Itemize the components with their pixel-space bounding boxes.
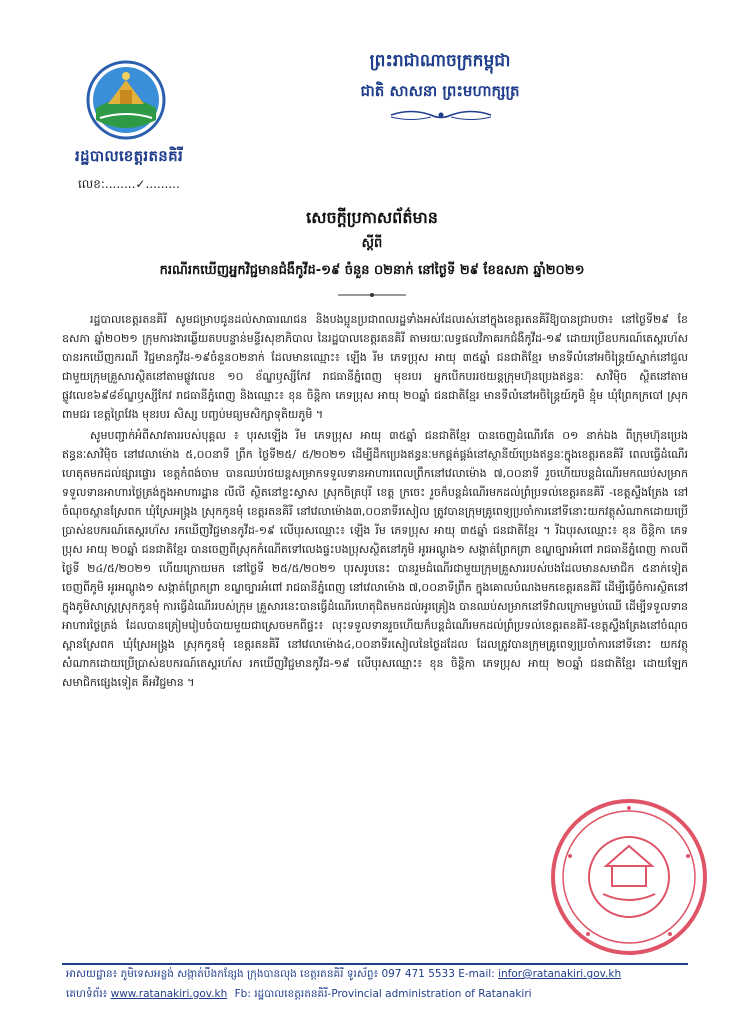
reference-number: លេខ:........✓......... bbox=[78, 177, 180, 191]
kingdom-heading: ព្រះរាជាណាចក្រកម្ពុជា bbox=[369, 51, 511, 71]
national-motto: ជាតិ សាសនា ព្រះមហាក្សត្រ bbox=[360, 82, 520, 100]
ornament-divider-icon bbox=[386, 108, 496, 122]
footer-website-label: គេហទំព័រ៖ bbox=[66, 988, 108, 1000]
footer-facebook: Fb: រដ្ឋបាលខេត្តរតនគិរី-Provincial administration of Ratanakiri bbox=[234, 988, 532, 1000]
footer-address: អាសយដ្ឋាន៖ ភូមិទេសអន្លង់ សង្កាត់បឹងកន្សែង ក្រុងបានលុង ខេត្តរតនគិរី ទូរស័ព្ទ៖ 097 471 5533 E-mail: bbox=[66, 968, 495, 980]
footer-email-link[interactable]: infor@ratanakiri.gov.kh bbox=[498, 968, 622, 980]
title-divider-icon bbox=[336, 290, 408, 300]
provincial-emblem-icon bbox=[86, 60, 166, 140]
footer-website-link[interactable]: www.ratanakiri.gov.kh bbox=[110, 988, 228, 1000]
body-paragraph: រដ្ឋបាលខេត្តរតនគិរី សូមជម្រាបជូនដល់សាធារណជន និងបងប្អូនប្រជាពលរដ្ឋទាំងអស់ដែលរស់នៅក្នុងខេត្តរតនគិរីឱ្យបានជ្រាបថា៖ នៅថ្ងៃទី២៩ ខែឧសភា ឆ្នាំ២០២១ ក្រុមការងារឆ្លើយតបបន្ទាន់មន្ទីរសុខាភិបាល នៃរដ្ឋបាលខេត្តរតនគិរី តាមរយៈលទ្ធផលវិភាគរកជំងឺកូវីដ-១៩ ដោយប្រើឧបករណ៍តេស្តរហ័សបានរកឃើញករណី វិជ្ជមានកូវីដ-១៩ចំនួន០២នាក់ ដែលមានឈ្មោះ៖ ឡើង រីម ភេទប្រុស អាយុ ៣៥ឆ្នាំ ជនជាតិខ្មែរ មានទីលំនៅអចិន្ត្រៃយ៍ស្នាក់នៅជួលជាមួយក្រុមគ្រួសារស្ថិតនៅតាមផ្លូវលេខ ១០ ខ័ណ្ឌឫស្សីកែវ រាជធានីភ្នំពេញ មុខរបរ អ្នកបើកបររថយន្តក្រុមហ៊ុនប្រេងឥន្ធនៈ សាវិម៉ិច ស្ថិតនៅតាមផ្លូវលេខ៦៩៨ខ័ណ្ឌឫស្សីកែវ រាជធានីភ្នំពេញ និងឈ្មោះ៖ ខុន ចិន្តិកា ភេទប្រុស អាយុ ២០ឆ្នាំ ជនជាតិខ្មែរ មានទីលំនៅអចិន្ត្រៃយ៍ភូមិ ខ្មុំម ឃុំព្រែកក្របៅ ស្រុកពាមជរ ខេត្តព្រៃវែង មុខរបរ សិស្ស បញ្ចប់មធ្យមសិក្សាទុតិយភូមិ ។ bbox=[62, 313, 688, 421]
footer-web-line bbox=[66, 988, 686, 1003]
official-seal-icon bbox=[548, 796, 710, 958]
footer-divider bbox=[62, 963, 688, 965]
organization-name: រដ្ឋបាលខេត្តរតនគិរី bbox=[74, 147, 184, 165]
body-paragraph: សូមបញ្ជាក់អំពីសាវតាររបស់បុគ្គល ៖ បុរសឡើង រីម ភេទប្រុស អាយុ ៣៥ឆ្នាំ ជនជាតិខ្មែរ បានចេញដំណើរតែ ០១ នាក់ឯង ពីក្រុមហ៊ុនប្រេងឥន្ធនៈសាវិម៉ិច នៅវេលាម៉ោង ៥,០០នាទី ព្រឹក ថ្ងៃទី២៥/ ៥/២០២១ ដើម្បីដឹកប្រេងឥន្ធនៈមកផ្គត់ផ្គង់នៅស្ថានីយ៍ប្រេងឥន្ធនៈក្នុងខេត្តរតនគិរី ពេលធ្វើដំណើរហេតុតមកដល់ផ្សារផ្ទោរ ខេត្តកំពង់ចាម បានឈប់រថយន្តសម្រាកទទួលទានអាហារពេលព្រឹកនៅវេលាម៉ោង ៧,០០នាទី រួចហើយបន្តដំណើរមកឈប់សម្រាកទទួលទានអាហារថ្ងៃត្រង់ក្នុងអាហារដ្ឋាន លីលី ស្ថិតនៅខ្ទះស្វាស ស្រុកចិត្របុរី ខេត្ត ក្រចេះ រួចក៏បន្តដំណើរមកដល់ព្រំប្រទល់ខេត្តរតនគិរី -ខេត្តស្ទឹងត្រែង នៅចំណុចស្ពានស្រែពក ឃុំស្រែអង្រ្កង ស្រុកកូនមុំ ខេត្តរតនគិរី នៅវេលាម៉ោង៣,០០នាទីរសៀល ត្រូវបានក្រុមគ្រូពេទ្យប្រចាំការនៅទីនោះយកវត្ថុសំណាកដោយប្រើប្រាស់ឧបករណ៍តេស្តរហ័ស រកឃើញវិជ្ជមានកូវីដ-១៩ លើបុរសឈ្មោះ៖ ឡើង រីម ភេទប្រុស អាយុ ៣៥ឆ្នាំ ជនជាតិខ្មែរ ។ រីឯបុរសឈ្មោះ៖ ខុន ចិន្តិកា ភេទប្រុស អាយុ ២០ឆ្នាំ ជនជាតិខ្មែរ បានចេញពីស្រុកកំណើតទៅលេងផ្ទះបងប្រុសស្ថិតនៅភូមិ អូរអណ្តូង១ សង្កាត់ព្រែកព្រា ខណ្ឌច្បារអំពៅ រាជធានីភ្នំពេញ កាលពីថ្ងៃទី ២៤/៥/២០២១ ហើយក្រោយមក នៅថ្ងៃទី ២៥/៥/២០២១ បុរសរូបនេះ បានរួមដំណើរជាមួយក្រុមគ្រួសាររបស់បងដែលមានសមាជិក ៥នាក់ទៀត ចេញពីភូមិ អូរអណ្តូង១ សង្កាត់ព្រែកព្រា ខណ្ឌច្បារអំពៅ រាជធានីភ្នំពេញ នៅវេលាម៉ោង ៧,០០នាទីព្រឹក ក្នុងគោលបំណងមកខេត្តរតនគិរី ដើម្បីធ្វើចំការស្ថិតនៅក្នុងភូមិសាស្ត្រស្រុកកូនមុំ ការធ្វើដំណើររបស់ក្រុម គ្រួសារនេះបានធ្វើដំណើរហេតុជិតមកដល់អូរគ្រៀង បានឈប់សម្រាកនៅទីវាលក្រោមម្លប់ឈើ ដើម្បីទទួលទានអាហារថ្ងៃត្រង់ ដែលបានត្រៀមរៀបចំបាយមួយជាស្រេចមកពីផ្ទះ៖ លុះទទួលទានរួចហើយក៏បន្តដំណើរមកដល់ព្រំប្រទល់ខេត្តរតនគិរី-ខេត្តស្ទឹងត្រែងនៅចំណុចស្ពានស្រែពក ឃុំស្រែអង្រ្កង ស្រុកកូនមុំ ខេត្តរតនគិរី នៅវេលាម៉ោង៤,០០នាទីរសៀលនៃថ្ងៃដដែល ដែលត្រូវបានក្រុមគ្រូពេទ្យប្រចាំការនៅទីនោះ យកវត្ថុសំណាកដោយប្រើប្រាស់ឧបករណ៍តេស្តរហ័ស រកឃើញវិជ្ជមានកូវីដ-១៩ លើបុរសឈ្មោះ៖ ខុន ចិន្តិកា ភេទប្រុស អាយុ ២០ឆ្នាំ ជនជាតិខ្មែរ ដោយឡែកសមាជិកផ្សេងទៀត គឺអវិជ្ជមាន ។ bbox=[62, 429, 688, 689]
document-subject: ស្តីពី bbox=[361, 236, 383, 251]
footer-address-line bbox=[66, 968, 686, 983]
document-headline: ករណីរកឃើញអ្នកវិជ្ជមានជំងឺកូវីដ-១៩ ចំនួន ០២នាក់ នៅថ្ងៃទី ២៩ ខែឧសភា ឆ្នាំ២០២១ bbox=[159, 263, 585, 278]
document-title: សេចក្តីប្រកាសព័ត៌មាន bbox=[306, 208, 438, 227]
